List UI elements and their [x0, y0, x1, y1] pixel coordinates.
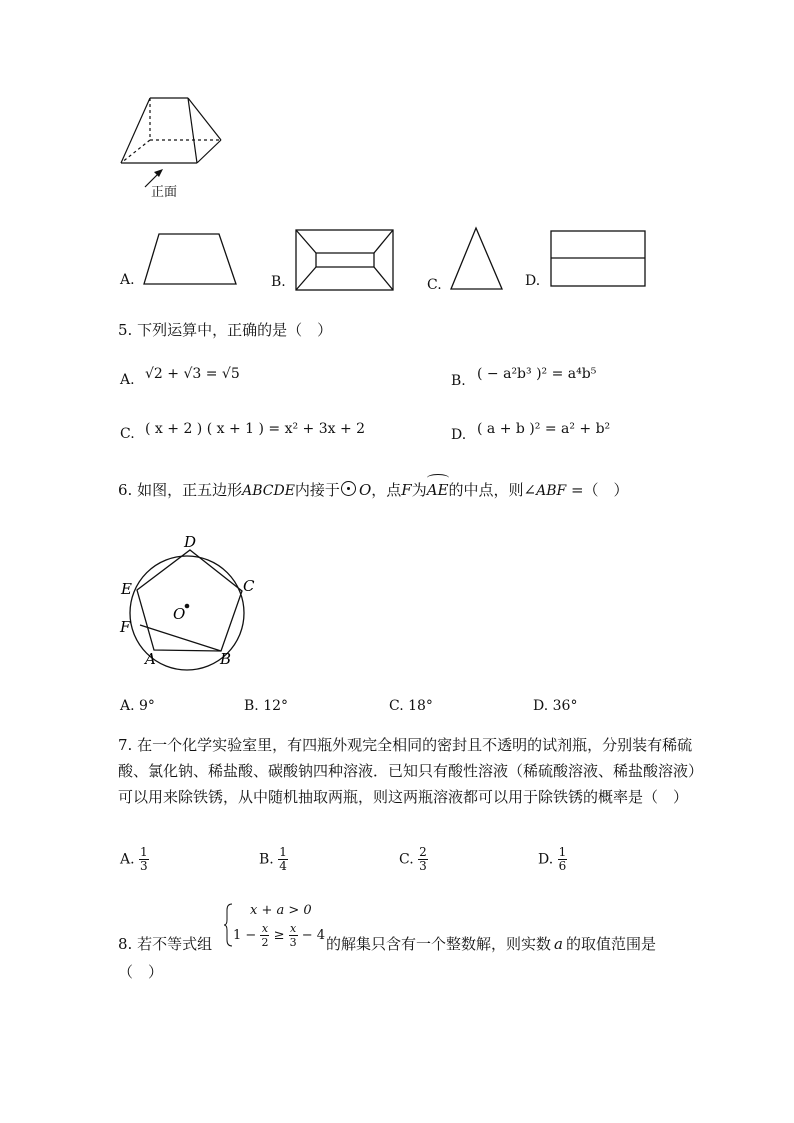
- label-o: O: [173, 605, 186, 623]
- q6-stem-part4: 为: [411, 481, 427, 499]
- q6-option-c: C. 18°: [389, 698, 433, 714]
- label-a: A: [145, 650, 156, 668]
- q5-option-a-label: A.: [120, 372, 135, 388]
- q6-stem-part2: 内接于: [294, 481, 340, 499]
- q8-var: a: [554, 935, 563, 953]
- q7-option-c-label: C.: [399, 851, 414, 868]
- label-c: C: [243, 577, 255, 595]
- q5-option-b-expr: ( − a²b³ )² = a⁴b⁵: [477, 366, 597, 382]
- q6-stem-part5: 的中点，则∠: [448, 481, 537, 499]
- q8-paren: （ ）: [118, 963, 164, 981]
- q7-option-b-fraction: [278, 846, 288, 873]
- q6-angle: ABF: [536, 483, 567, 499]
- q6-circle-name: O: [358, 481, 372, 499]
- q8-ineq1: x + a > 0: [250, 903, 312, 918]
- q4-option-c-label: C.: [427, 277, 442, 293]
- q7-text: 7. 在一个化学实验室里，有四瓶外观完全相同的密封且不透明的试剂瓶，分别装有稀硫酸、氯化钠、稀盐酸、碳酸钠四种溶液．已知只有酸性溶液（稀硫酸溶液、稀盐酸溶液）可以用来除铁锈，从中随机抽取两瓶，则这两瓶溶液都可以用于除铁锈的概率是（ ）: [118, 736, 696, 806]
- q7-option-d-label: D.: [538, 851, 554, 868]
- q5-option-d-expr: ( a + b )² = a² + b²: [477, 421, 611, 437]
- q6-stem-part6: =（ ）: [566, 481, 629, 499]
- q8-ineq2-mid: ≥: [273, 928, 285, 943]
- q4-option-b-label: B.: [271, 274, 286, 290]
- q5-option-a-expr: √2 + √3 = √5: [145, 366, 240, 382]
- q8-ineq2: [233, 922, 325, 949]
- q7-option-d-fraction: [558, 846, 568, 873]
- q8-ineq2-right: − 4: [301, 928, 326, 943]
- q8-ineq2-frac1: [260, 922, 269, 949]
- q7-option-a: [120, 846, 149, 873]
- q7-option-c: [399, 846, 428, 873]
- q6-point: F: [401, 481, 412, 499]
- q7-option-b-label: B.: [259, 851, 274, 868]
- q8-ineq2-frac2-den: 3: [289, 936, 297, 949]
- q4-option-d-label: D.: [525, 273, 541, 289]
- q8-ineq2-frac1-num: x: [261, 922, 269, 935]
- arc-icon: [427, 474, 449, 482]
- front-label: 正面: [151, 185, 178, 200]
- q5-option-b-label: B.: [451, 373, 466, 389]
- q4-option-c-triangle: [449, 226, 505, 292]
- q8-ineq2-frac1-den: 2: [261, 936, 269, 949]
- q5-option-c-expr: ( x + 2 ) ( x + 1 ) = x² + 3x + 2: [145, 421, 366, 437]
- q7-option-a-label: A.: [120, 851, 135, 868]
- q4-option-b-rectangle-with-diagonals: [294, 228, 396, 293]
- q8-stem-suffix: [326, 930, 656, 958]
- q8-ineq2-frac2: [289, 922, 298, 949]
- q7-option-a-num: 1: [140, 845, 148, 859]
- q7-option-a-fraction: [139, 846, 149, 873]
- q5-option-c-label: C.: [120, 426, 135, 442]
- q6-stem: [118, 476, 629, 505]
- label-d: D: [184, 533, 197, 551]
- q8-stem-suffix2: 的取值范围是: [565, 935, 656, 953]
- q4-option-d-split-rectangle: [549, 229, 647, 289]
- q5-stem: 5. 下列运算中，正确的是（ ）: [118, 321, 333, 339]
- pentagon-circle-figure: [112, 530, 272, 675]
- label-b: B: [220, 650, 232, 668]
- q7-option-c-num: 2: [419, 845, 427, 859]
- q8-ineq2-left: 1 −: [233, 928, 257, 943]
- q4-option-a-label: A.: [120, 272, 135, 288]
- q5-option-d-label: D.: [451, 427, 467, 443]
- q6-stem-part3: ，点: [371, 481, 402, 499]
- circle-dot-icon: [341, 481, 356, 496]
- q8-stem-suffix1: 的解集只含有一个整数解，则实数: [326, 935, 552, 953]
- q7-option-c-fraction: [418, 846, 428, 873]
- q7-option-d-num: 1: [558, 845, 567, 859]
- segment-bf: [140, 625, 221, 651]
- label-f: F: [120, 618, 131, 636]
- q7-option-c-den: 3: [419, 859, 427, 873]
- q7-option-d: [538, 846, 567, 873]
- q6-option-a: A. 9°: [120, 698, 155, 714]
- q8-stem-prefix: 8. 若不等式组: [118, 935, 213, 953]
- q6-arc: [427, 476, 449, 504]
- q8-ineq2-frac2-num: x: [290, 922, 297, 935]
- q6-option-d: D. 36°: [533, 698, 578, 714]
- q7-option-d-den: 6: [558, 859, 567, 873]
- q6-option-b: B. 12°: [244, 698, 289, 714]
- label-e: E: [121, 580, 132, 598]
- q4-option-a-trapezoid: [142, 232, 240, 288]
- q7-option-b-num: 1: [279, 845, 287, 859]
- q6-polygon: ABCDE: [242, 483, 295, 499]
- pentagon-abcde: [137, 550, 242, 651]
- center-point: [185, 604, 190, 609]
- q7-option-b: [259, 846, 288, 873]
- q7-option-b-den: 4: [279, 859, 287, 873]
- q6-arc-text: AE: [426, 481, 449, 499]
- q6-stem-part1: 6. 如图，正五边形: [118, 481, 243, 499]
- q7-option-a-den: 3: [140, 859, 148, 873]
